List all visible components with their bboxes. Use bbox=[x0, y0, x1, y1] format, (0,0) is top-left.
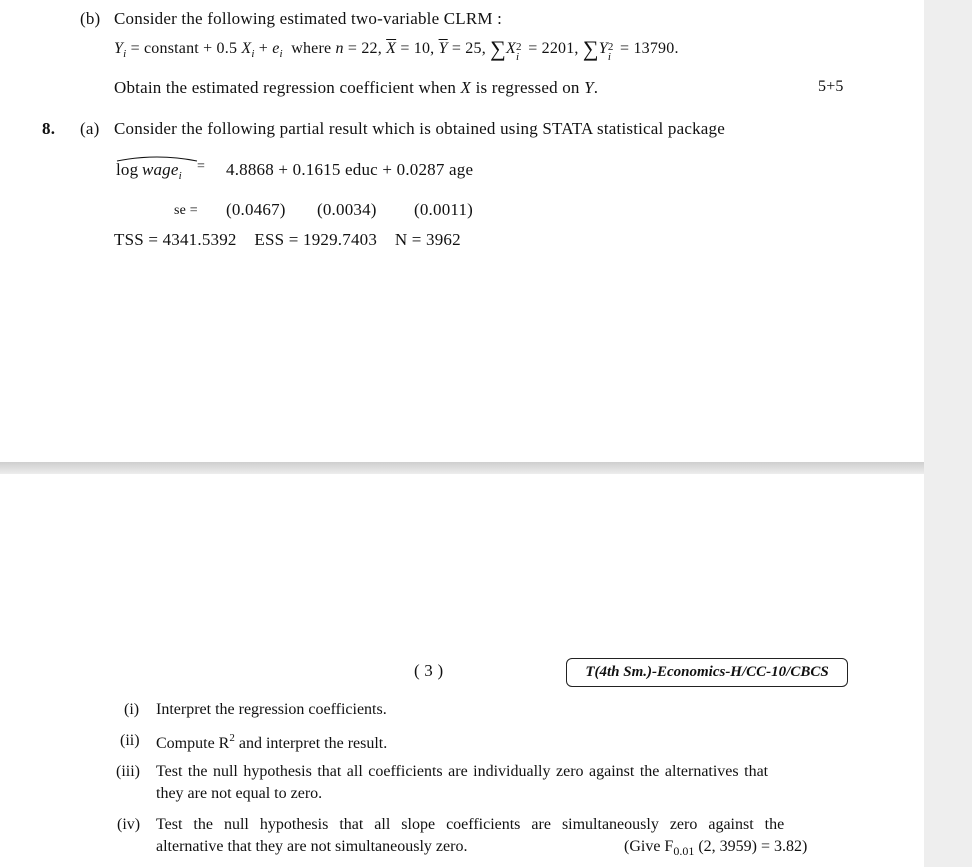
se-label: se = bbox=[174, 203, 198, 218]
viewer-background bbox=[924, 0, 972, 867]
se-age: (0.0011) bbox=[414, 200, 474, 219]
regression-lhs bbox=[116, 160, 182, 182]
paper-code: T(4th Sm.)-Economics-H/CC-10/CBCS bbox=[585, 664, 829, 680]
summation-symbol: ∑ bbox=[582, 36, 599, 61]
se-educ: (0.0034) bbox=[317, 200, 377, 219]
q7b-model-equation: $Y_i$ = constant + 0.5 $X_i + e_i$ where n = 22, $\overline{X} = 10$, $\overline{Y} = 25$, ∑X 2 i = 2201, ∑Y 2 i = 13790. bbox=[114, 36, 679, 63]
q8a-intro: Consider the following partial result which is obtained using STATA statistical package bbox=[114, 119, 725, 138]
summation-symbol: ∑ bbox=[490, 36, 507, 61]
subq-iii-line1: Test the null hypothesis that all coefficients are individually zero against the alternatives that bbox=[156, 763, 769, 780]
subq-iv-given: (Give $F_{0.01}$ (2, 3959) = 3.82) bbox=[624, 838, 808, 858]
q7b-intro: Consider the following estimated two-variable CLRM : bbox=[114, 9, 503, 28]
subq-iv-line1: Test the null hypothesis that all slope coefficients are simultaneously zero against the bbox=[156, 816, 785, 833]
subq-i-label: (i) bbox=[124, 701, 140, 718]
q7b-obtain-text: Obtain the estimated regression coefficient when X is regressed on Y. bbox=[114, 78, 599, 97]
hat-accent bbox=[116, 154, 198, 162]
se-intercept: (0.0467) bbox=[226, 200, 286, 219]
subq-ii-label: (ii) bbox=[120, 732, 140, 749]
subq-iii-line2: they are not equal to zero. bbox=[156, 785, 323, 802]
q7b-marks: 5+5 bbox=[818, 78, 844, 95]
q8-number: 8. bbox=[42, 119, 56, 138]
regression-rhs: 4.8868 + 0.1615 educ + 0.0287 age bbox=[226, 160, 474, 179]
page-separator bbox=[0, 462, 924, 474]
summary-statistics: TSS = 4341.5392 ESS = 1929.7403 N = 3962 bbox=[114, 230, 461, 249]
log-wage-hat: log wage$_i$ bbox=[116, 160, 182, 182]
subq-ii-text: Compute $R^2$ and interpret the result. bbox=[156, 732, 388, 752]
q7b-label: (b) bbox=[80, 9, 101, 28]
subq-iii-label: (iii) bbox=[116, 763, 140, 780]
subq-iv-line2: alternative that they are not simultaneously zero. bbox=[156, 838, 468, 855]
paper-code-box bbox=[566, 658, 848, 687]
page-number: ( 3 ) bbox=[414, 661, 444, 680]
subq-iv-label: (iv) bbox=[117, 816, 141, 833]
regression-equals: = bbox=[197, 159, 206, 174]
q8a-label: (a) bbox=[80, 119, 100, 138]
subq-i-text: Interpret the regression coefficients. bbox=[156, 701, 387, 718]
